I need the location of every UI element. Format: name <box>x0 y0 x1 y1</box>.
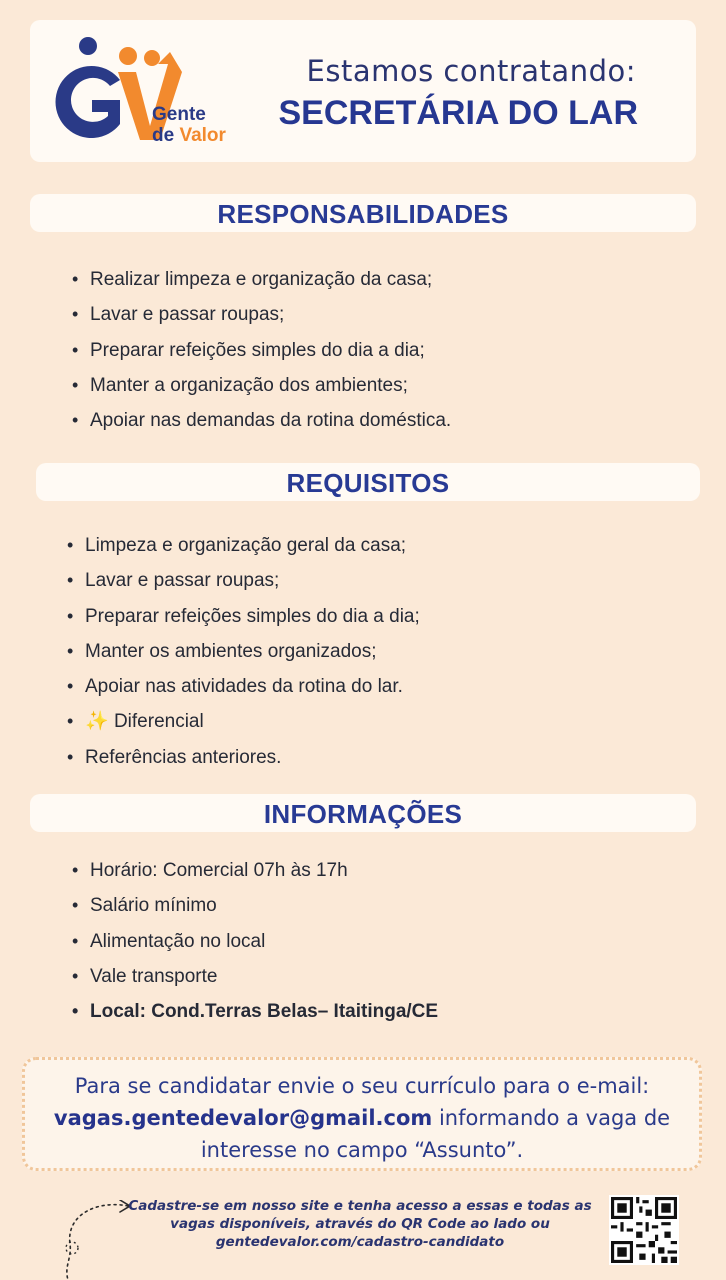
apply-line-3: interesse no campo “Assunto”. <box>200 1138 524 1162</box>
section-title-requisitos: REQUISITOS <box>36 463 700 501</box>
list-item: • Manter os ambientes organizados; <box>67 634 420 669</box>
list-item-diferencial <box>67 704 420 739</box>
apply-instructions <box>22 1057 702 1171</box>
list-item: • Apoiar nas demandas da rotina doméstica. <box>72 403 451 438</box>
list-item: • Manter a organização dos ambientes; <box>72 368 451 403</box>
brand-name <box>152 104 226 146</box>
list-item: • Lavar e passar roupas; <box>67 563 420 598</box>
list-item: • Realizar limpeza e organização da casa; <box>72 262 451 297</box>
brand-line-1: Gente <box>152 104 206 125</box>
list-item: • Limpeza e organização geral da casa; <box>67 528 420 563</box>
list-item: • Referências anteriores. <box>67 740 420 775</box>
informacoes-list <box>72 853 438 1029</box>
section-title-responsabilidades: RESPONSABILIDADES <box>30 194 696 232</box>
job-title: SECRETÁRIA DO LAR <box>278 94 638 132</box>
brand-line-2 <box>152 125 226 146</box>
footer-link[interactable]: gentedevalor.com/cadastro-candidato <box>215 1234 505 1250</box>
responsabilidades-list <box>72 262 451 438</box>
list-item: • Vale transporte <box>72 959 438 994</box>
list-item: • Horário: Comercial 07h às 17h <box>72 853 438 888</box>
list-item: • Preparar refeições simples do dia a dia; <box>72 333 451 368</box>
diferencial-label: Diferencial <box>113 711 204 733</box>
sparkle-icon: ✨ <box>85 711 109 733</box>
contact-email[interactable]: vagas.gentedevalor@gmail.com <box>53 1106 433 1130</box>
footer-line-2: vagas disponíveis, através do QR Code ao lado ou <box>170 1216 550 1232</box>
apply-line-2 <box>25 1102 699 1134</box>
list-item: • Apoiar nas atividades da rotina do lar. <box>67 669 420 704</box>
qr-code-icon[interactable] <box>609 1195 679 1265</box>
footer-cta <box>120 1197 600 1251</box>
section-title-informacoes: INFORMAÇÕES <box>30 794 696 832</box>
list-item: • Salário mínimo <box>72 888 438 923</box>
list-item: • Alimentação no local <box>72 924 438 959</box>
list-item-location: • Local: Cond.Terras Belas– Itaitinga/CE <box>72 994 438 1029</box>
hiring-headline: Estamos contratando: <box>306 54 636 88</box>
footer-line-1: Cadastre-se em nosso site e tenha acesso a essas e todas as <box>128 1198 592 1214</box>
apply-line-1: Para se candidatar envie o seu currículo para o e-mail: <box>74 1074 650 1098</box>
brand-de: de <box>152 125 180 146</box>
list-item: • Lavar e passar roupas; <box>72 297 451 332</box>
requisitos-list <box>67 528 420 775</box>
list-item: • Preparar refeições simples do dia a dia; <box>67 599 420 634</box>
apply-line-2-rest: informando a vaga de <box>432 1106 671 1130</box>
brand-valor: Valor <box>179 125 226 146</box>
header-card <box>30 20 696 162</box>
